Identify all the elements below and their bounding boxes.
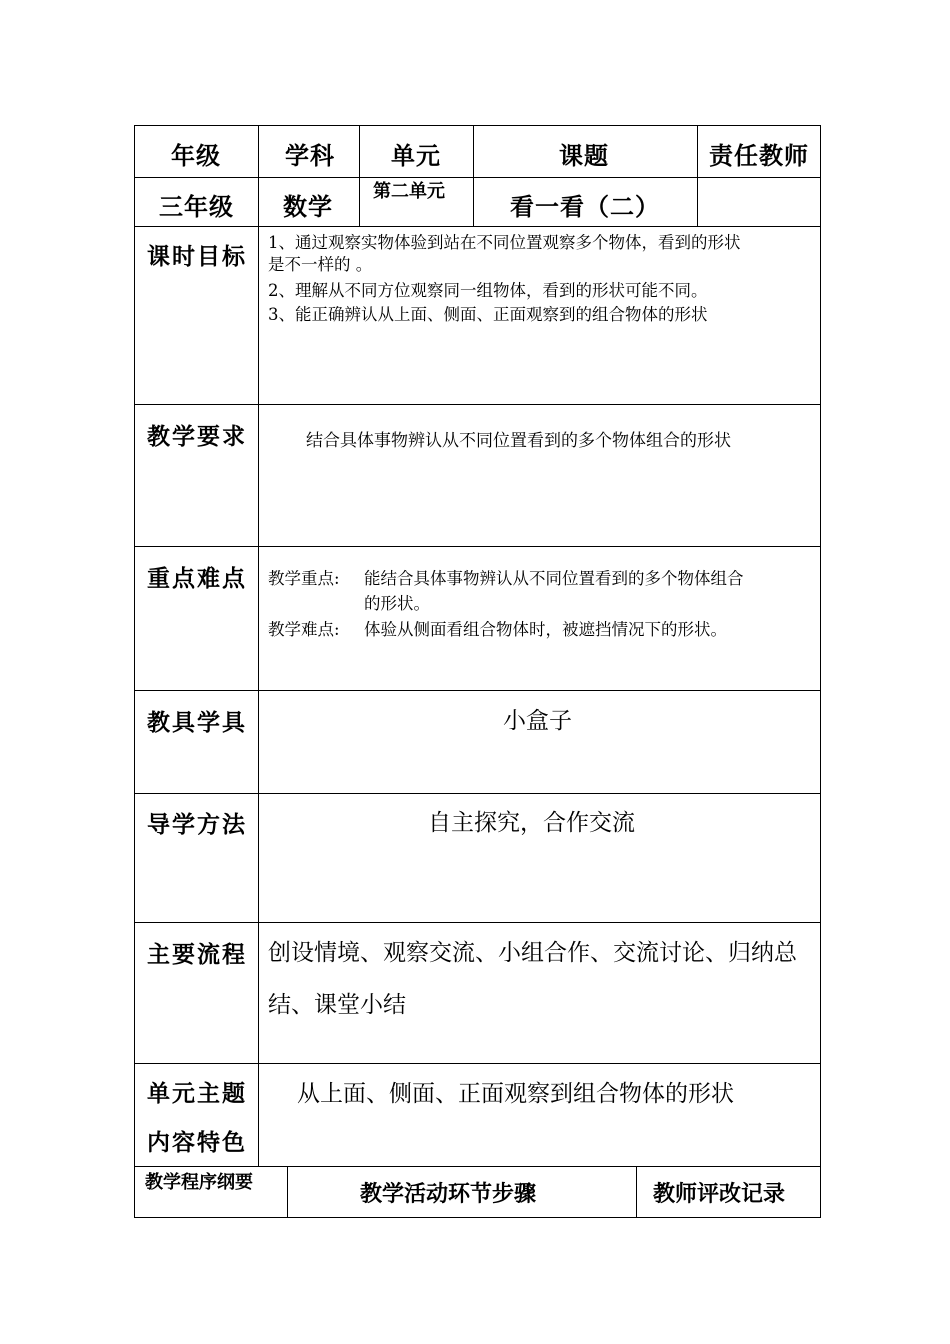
table-border	[134, 404, 821, 405]
objective-1b: 是不一样的 。	[268, 255, 373, 274]
table-border	[134, 177, 821, 178]
table-border	[134, 226, 821, 227]
process-line-1: 创设情境、观察交流、小组合作、交流讨论、归纳总	[268, 940, 797, 966]
theme-label-a: 单元主题	[147, 1080, 247, 1107]
method-label: 导学方法	[147, 811, 247, 838]
table-border	[820, 125, 821, 1218]
theme-text: 从上面、侧面、正面观察到组合物体的形状	[297, 1081, 734, 1107]
table-border	[359, 125, 360, 227]
requirements-text: 结合具体事物辨认从不同位置看到的多个物体组合的形状	[306, 431, 731, 451]
tools-label: 教具学具	[147, 709, 247, 736]
unit-value: 第二单元	[373, 181, 445, 202]
topic-value: 看一看（二）	[510, 192, 660, 221]
table-border	[134, 1217, 821, 1218]
topic-header: 课题	[559, 141, 609, 170]
table-border	[134, 1063, 821, 1064]
table-border	[134, 922, 821, 923]
objectives-label: 课时目标	[147, 243, 247, 270]
process-line-2: 结、课堂小结	[268, 992, 406, 1018]
table-border	[636, 1166, 637, 1218]
subject-header: 学科	[285, 141, 335, 170]
method-text: 自主探究，合作交流	[428, 810, 635, 836]
table-border	[134, 546, 821, 547]
key-points-label: 重点难点	[147, 565, 247, 592]
difficulty-label: 教学难点:	[268, 620, 340, 639]
table-border	[287, 1166, 288, 1218]
table-border	[134, 125, 135, 1218]
unit-header: 单元	[391, 141, 441, 170]
objective-1a: 1、通过观察实物体验到站在不同位置观察多个物体，看到的形状	[268, 233, 741, 252]
requirements-label: 教学要求	[147, 423, 247, 450]
difficulty-text: 体验从侧面看组合物体时，被遮挡情况下的形状。	[364, 620, 727, 639]
subject-value: 数学	[283, 192, 333, 221]
outline-label: 教学程序纲要	[145, 1172, 253, 1193]
grade-value: 三年级	[159, 192, 234, 221]
table-border	[134, 793, 821, 794]
objective-3: 3、能正确辨认从上面、侧面、正面观察到的组合物体的形状	[268, 305, 708, 324]
focus-text-a: 能结合具体事物辨认从不同位置看到的多个物体组合	[364, 569, 744, 588]
table-border	[134, 1166, 821, 1167]
record-label: 教师评改记录	[653, 1181, 786, 1207]
process-label: 主要流程	[147, 941, 247, 968]
table-border	[134, 690, 821, 691]
table-border	[473, 125, 474, 227]
focus-label: 教学重点:	[268, 569, 340, 588]
tools-text: 小盒子	[503, 708, 572, 734]
theme-label-b: 内容特色	[147, 1129, 247, 1156]
table-border	[134, 125, 821, 126]
focus-text-b: 的形状。	[364, 594, 430, 613]
teacher-header: 责任教师	[709, 141, 809, 170]
table-border	[258, 125, 259, 1167]
steps-label: 教学活动环节步骤	[360, 1181, 537, 1207]
table-border	[697, 125, 698, 227]
grade-header: 年级	[171, 141, 221, 170]
objective-2: 2、理解从不同方位观察同一组物体，看到的形状可能不同。	[268, 281, 708, 300]
